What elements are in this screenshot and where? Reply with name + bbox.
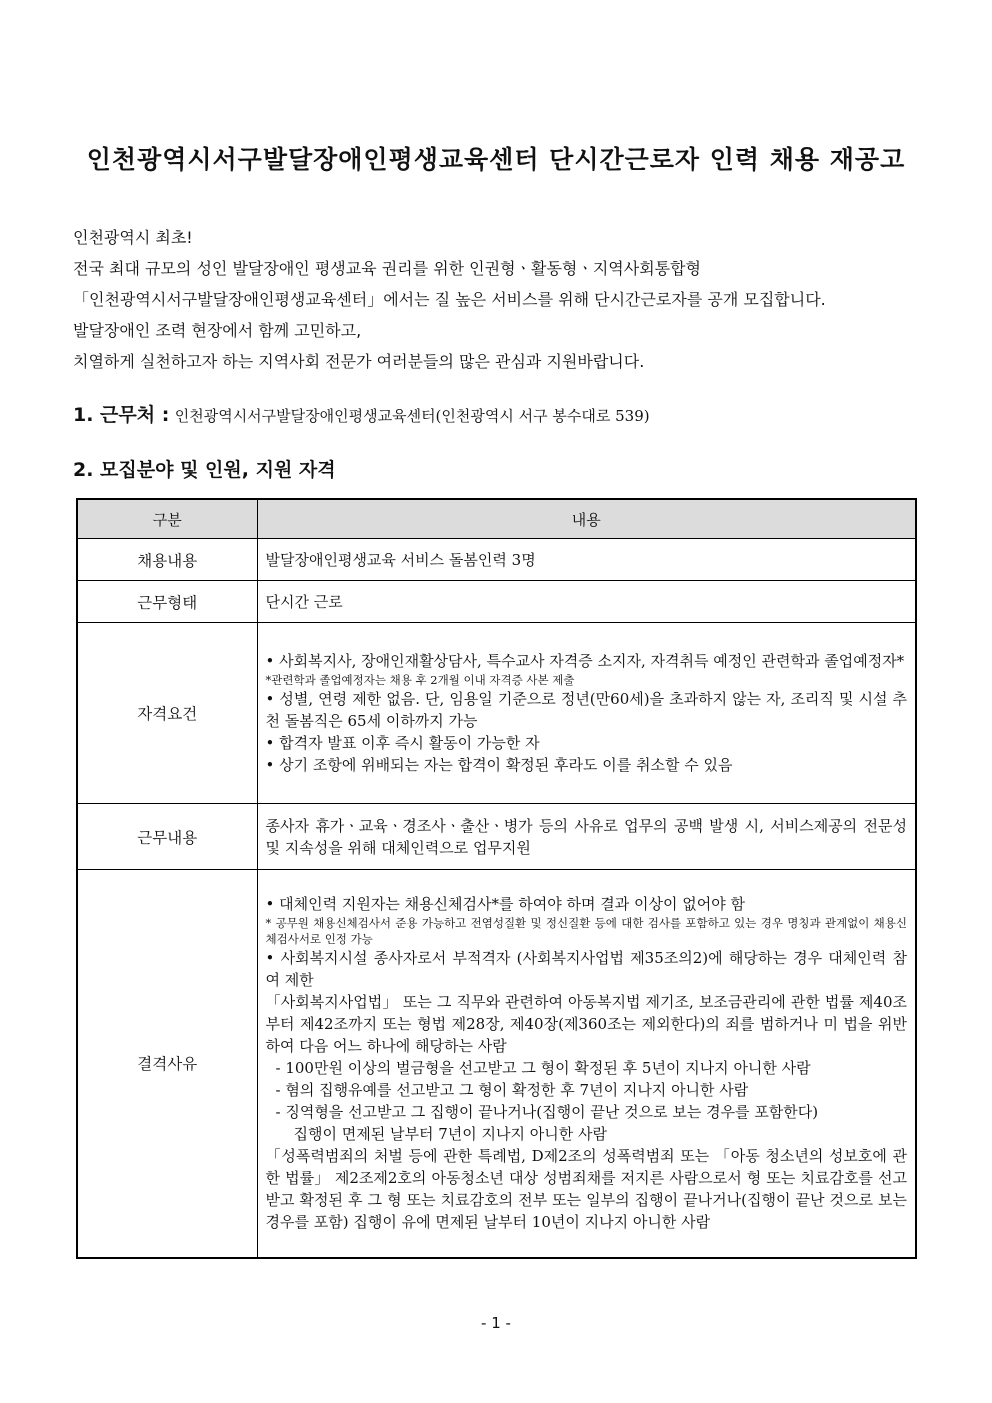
content-line: • 사회복지시설 종사자로서 부적격자 (사회복지사업법 제35조의2)에 해당하는 경우 대체인력 참여 제한 [265, 949, 907, 990]
document-title: 인천광역시서구발달장애인평생교육센터 단시간근로자 인력 채용 재공고 [86, 145, 906, 174]
table-row [77, 870, 916, 1258]
intro-paragraph [73, 222, 923, 377]
table-row [77, 804, 916, 870]
workplace-value: 인천광역시서구발달장애인평생교육센터(인천광역시 서구 봉수대로 539) [174, 407, 650, 425]
row-content [257, 623, 916, 804]
content-line: 「성폭력범죄의 처벌 등에 관한 특례법, D제2조의 성폭력범죄 또는 「아동 청소년의 성보호에 관한 법률」 제2조제2호의 아동청소년 대상 성범죄채를 저지른 사람으로서 형 또는 치료감호를 선고받고 확정된 후 그 형 또는 치료감호의 전부 또는 일부의 집행이 끝나거나(집행이 끝난 것으로 보는 경우를 포함) 집행이 유에 면제된 날부터 10년이 지나지 아니한 사람 [265, 1147, 907, 1232]
table-row [77, 539, 916, 581]
content-line: • 상기 조항에 위배되는 자는 합격이 확정된 후라도 이를 취소할 수 있음 [265, 756, 733, 774]
intro-line: 발달장애인 조력 현장에서 함께 고민하고, [73, 321, 362, 340]
row-label: 채용내용 [77, 539, 257, 581]
intro-line: 치열하게 실천하고자 하는 지역사회 전문가 여러분들의 많은 관심과 지원바랍니다. [73, 352, 645, 371]
content-line: 집행이 면제된 날부터 7년이 지나지 아니한 사람 [293, 1125, 607, 1144]
workplace-heading: 1. 근무처 : [73, 404, 170, 426]
intro-line: 인천광역시 최초! [73, 228, 193, 247]
intro-line: 「인천광역시서구발달장애인평생교육센터」에서는 질 높은 서비스를 위해 단시간근로자를 공개 모집합니다. [73, 290, 826, 309]
content-line: • 성별, 연령 제한 없음. 단, 임용일 기준으로 정년(만60세)을 초과하지 않는 자, 조리직 및 시설 추천 돌봄직은 65세 이하까지 가능 [265, 690, 907, 730]
header-content: 내용 [257, 499, 916, 539]
content-line: • 사회복지사, 장애인재활상담사, 특수교사 자격증 소지자, 자격취득 예정인 관련학과 졸업예정자* [265, 652, 905, 670]
page-number: - 1 - [481, 1314, 511, 1332]
header-category: 구분 [77, 499, 257, 539]
row-label: 자격요건 [77, 623, 257, 804]
row-label: 근무내용 [77, 804, 257, 870]
content-line: • 대체인력 지원자는 채용신체검사*를 하여야 하며 결과 이상이 없어야 함 [265, 895, 745, 914]
row-label: 결격사유 [77, 870, 257, 1258]
table-row [77, 623, 916, 804]
content-line: - 100만원 이상의 벌금형을 선고받고 그 형이 확정된 후 5년이 지나지 아니한 사람 [275, 1059, 811, 1078]
table-header-row [77, 499, 916, 539]
content-line: 「사회복지사업법」 또는 그 직무와 관련하여 아동복지법 제기조, 보조금관리에 관한 법률 제40조부터 제42조까지 또는 형법 제28장, 제40장(제360조는 제외한다)의 죄를 범하거나 미 법을 위반하여 다음 어느 하나에 해당하는 사람 [265, 993, 907, 1056]
row-content [257, 581, 916, 623]
content-line: • 합격자 발표 이후 즉시 활동이 가능한 자 [265, 734, 540, 752]
recruitment-table [76, 498, 917, 1259]
content-line: 발달장애인평생교육 서비스 돌봄인력 3명 [265, 550, 536, 569]
content-note: *관련학과 졸업예정자는 채용 후 2개월 이내 자격증 사본 제출 [265, 673, 575, 687]
content-line: 종사자 휴가ㆍ교육ㆍ경조사ㆍ출산ㆍ병가 등의 사유로 업무의 공백 발생 시, 서비스제공의 전문성 및 지속성을 위해 대체인력으로 업무지원 [265, 816, 907, 857]
content-line: 단시간 근로 [265, 592, 343, 611]
table-row [77, 581, 916, 623]
row-content [257, 870, 916, 1258]
content-line: - 혐의 집행유예를 선고받고 그 형이 확정한 후 7년이 지나지 아니한 사람 [275, 1081, 749, 1100]
recruitment-heading: 2. 모집분야 및 인원, 지원 자격 [73, 459, 336, 481]
content-note: * 공무원 채용신체검사서 준용 가능하고 전염성질환 및 정신질환 등에 대한 검사를 포함하고 있는 경우 명칭과 관계없이 채용신체검사서로 인정 가능 [265, 916, 907, 947]
intro-line: 전국 최대 규모의 성인 발달장애인 평생교육 권리를 위한 인권형ㆍ활동형ㆍ지역사회통합형 [73, 259, 702, 278]
workplace-section [73, 400, 650, 427]
row-content [257, 804, 916, 870]
row-label: 근무형태 [77, 581, 257, 623]
content-line: - 징역형을 선고받고 그 집행이 끝나거나(집행이 끝난 것으로 보는 경우를 포함한다) [275, 1103, 819, 1122]
row-content [257, 539, 916, 581]
